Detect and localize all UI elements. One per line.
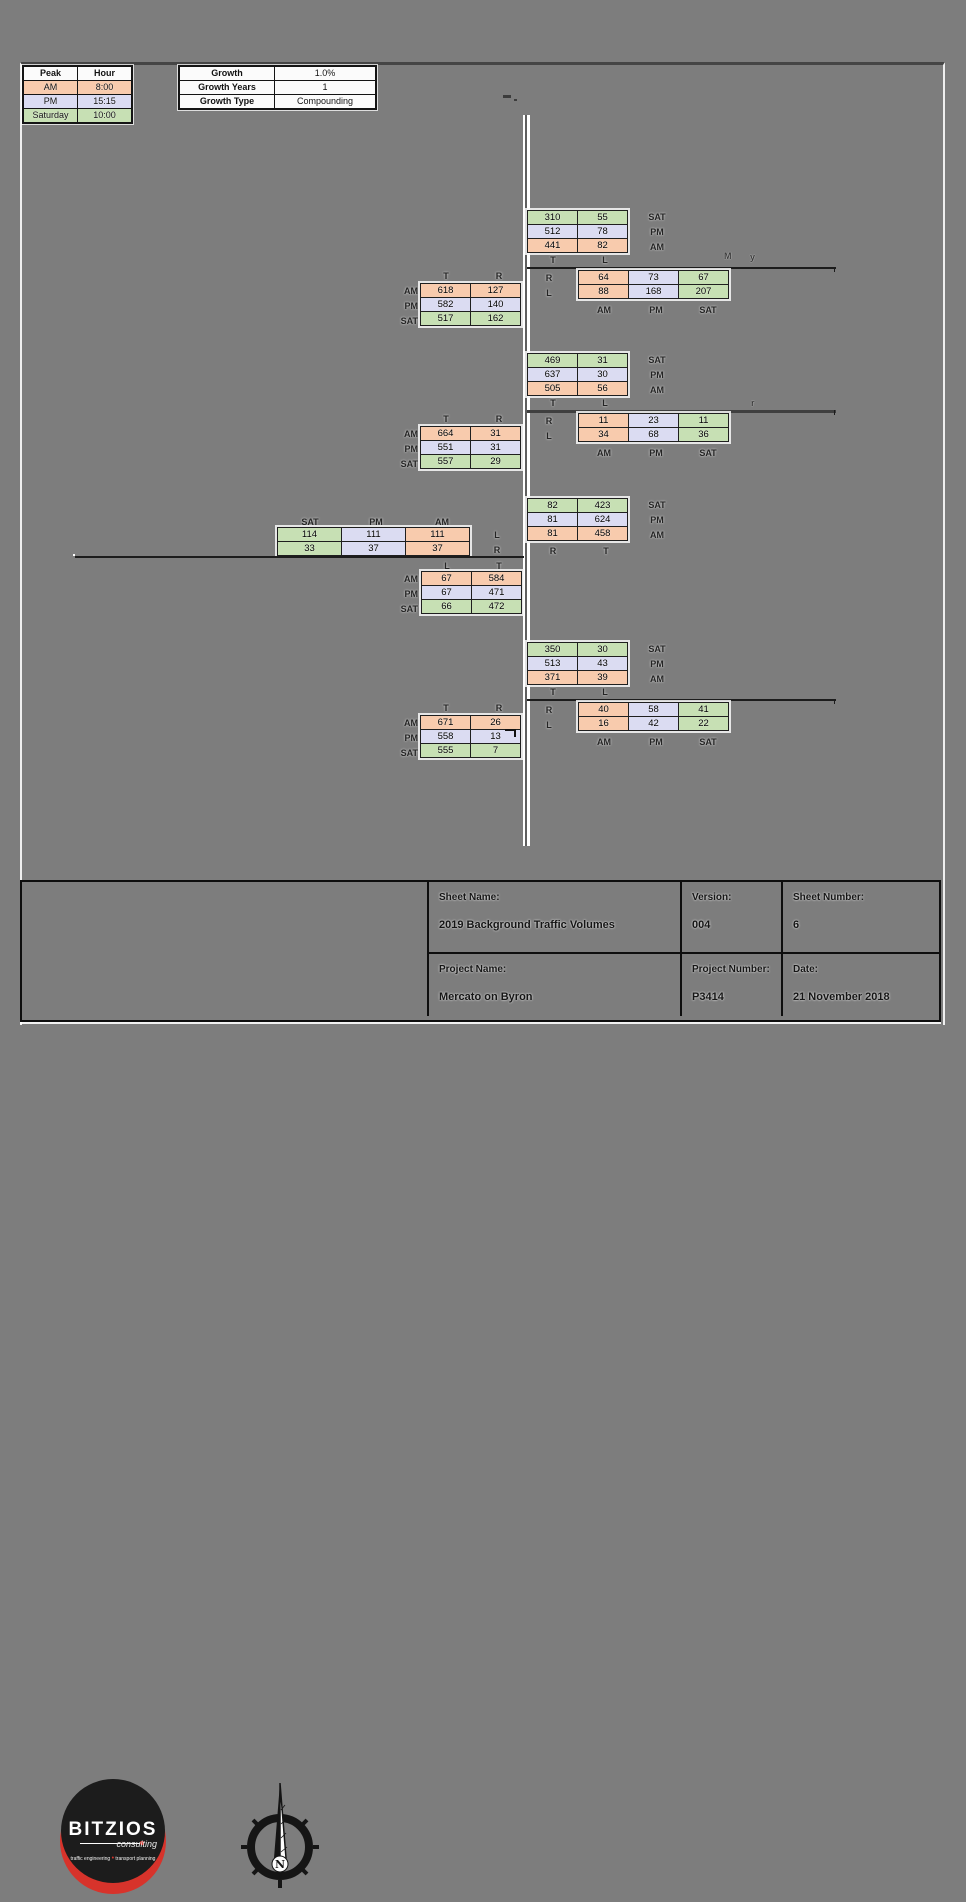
date-value: 21 November 2018 — [793, 991, 890, 1003]
period-label: SAT — [400, 748, 418, 758]
movement-label: R — [495, 703, 503, 713]
peak-sat-hour: 10:00 — [78, 109, 133, 124]
project-number-cell — [680, 952, 781, 1016]
period-label: SAT — [699, 448, 717, 458]
volume-cell: 67 — [422, 572, 472, 586]
period-label: PM — [649, 737, 663, 747]
sheet-number-value: 6 — [793, 919, 800, 931]
peak-am-hour: 8:00 — [78, 81, 133, 95]
peak-sat-label: Saturday — [23, 109, 78, 124]
volume-table — [527, 642, 628, 685]
volume-cell: 558 — [421, 730, 471, 744]
volume-cell: 350 — [528, 643, 578, 657]
volume-cell: 73 — [629, 271, 679, 285]
period-label: AM — [597, 448, 611, 458]
sheet-number-label: Sheet Number: — [793, 892, 865, 903]
growth-years-label: Growth Years — [179, 81, 275, 95]
volume-cell: 68 — [629, 428, 679, 442]
movement-label: T — [443, 703, 449, 713]
growth-value: 1.0% — [275, 66, 377, 81]
volume-cell: 512 — [528, 225, 578, 239]
volume-cell: 30 — [578, 368, 628, 382]
period-label: SAT — [648, 212, 666, 222]
volume-cell: 11 — [579, 414, 629, 428]
logo-tagline-1: traffic engineering — [70, 1856, 111, 1862]
volume-cell: 162 — [471, 312, 521, 326]
period-label: AM — [650, 242, 664, 252]
volume-table — [420, 426, 521, 469]
volume-cell: 81 — [528, 513, 578, 527]
volume-cell: 43 — [578, 657, 628, 671]
period-label: AM — [650, 530, 664, 540]
volume-table — [420, 283, 521, 326]
movement-label: R — [545, 273, 553, 283]
peak-header: Peak — [23, 66, 78, 81]
volume-cell: 637 — [528, 368, 578, 382]
period-label: PM — [650, 659, 664, 669]
movement-label: R — [495, 414, 503, 424]
volume-cell: 11 — [679, 414, 729, 428]
movement-label: T — [443, 271, 449, 281]
period-label: AM — [404, 286, 418, 296]
table-row — [23, 81, 132, 95]
volume-cell: 114 — [278, 528, 342, 542]
volume-table — [421, 571, 522, 614]
project-name-value: Mercato on Byron — [439, 991, 533, 1003]
movement-label: T — [550, 398, 556, 408]
period-label: AM — [435, 517, 449, 527]
volume-table — [578, 702, 729, 731]
period-label: SAT — [648, 500, 666, 510]
peak-am-label: AM — [23, 81, 78, 95]
hour-header: Hour — [78, 66, 133, 81]
volume-cell: 551 — [421, 441, 471, 455]
movement-label: L — [444, 561, 450, 571]
movement-label: L — [494, 530, 500, 540]
period-label: PM — [650, 515, 664, 525]
volume-cell: 34 — [579, 428, 629, 442]
volume-cell: 31 — [578, 354, 628, 368]
volume-cell: 33 — [278, 542, 342, 556]
volume-cell: 671 — [421, 716, 471, 730]
volume-cell: 472 — [472, 600, 522, 614]
version-value: 004 — [692, 919, 711, 931]
project-name-label: Project Name: — [439, 964, 507, 975]
movement-label: T — [443, 414, 449, 424]
project-name-cell — [427, 952, 680, 1016]
street-name-fragment: r — [751, 398, 755, 408]
volume-cell: 513 — [528, 657, 578, 671]
period-label: AM — [404, 574, 418, 584]
movement-label: T — [550, 687, 556, 697]
volume-cell: 140 — [471, 298, 521, 312]
cross-street-line — [75, 556, 524, 558]
volume-cell: 16 — [579, 717, 629, 731]
volume-cell: 423 — [578, 499, 628, 513]
cross-street-line — [527, 699, 836, 701]
volume-cell: 58 — [629, 703, 679, 717]
volume-cell: 557 — [421, 455, 471, 469]
period-label: SAT — [301, 517, 319, 527]
volume-cell: 555 — [421, 744, 471, 758]
volume-cell: 82 — [578, 239, 628, 253]
date-cell — [781, 952, 939, 1016]
volume-table — [578, 413, 729, 442]
volume-cell: 7 — [471, 744, 521, 758]
period-label: AM — [404, 429, 418, 439]
growth-type-label: Growth Type — [179, 95, 275, 110]
peak-hour-table — [22, 65, 133, 124]
volume-cell: 81 — [528, 527, 578, 541]
volume-cell: 23 — [629, 414, 679, 428]
period-label: SAT — [400, 316, 418, 326]
svg-text:N: N — [274, 1858, 286, 1871]
volume-cell: 36 — [679, 428, 729, 442]
growth-type-value: Compounding — [275, 95, 377, 110]
volume-table — [578, 270, 729, 299]
volume-cell: 582 — [421, 298, 471, 312]
project-number-value: P3414 — [692, 991, 724, 1003]
table-row — [179, 66, 376, 81]
volume-cell: 505 — [528, 382, 578, 396]
version-label: Version: — [692, 892, 732, 903]
period-label: SAT — [400, 459, 418, 469]
bitzios-logo — [57, 1779, 169, 1897]
volume-cell: 310 — [528, 211, 578, 225]
volume-table — [527, 210, 628, 253]
logo-wordmark: BITZIOS — [68, 1819, 158, 1840]
peak-pm-hour: 15:15 — [78, 95, 133, 109]
period-label: PM — [369, 517, 383, 527]
volume-table — [527, 353, 628, 396]
line-end-mark — [73, 554, 75, 556]
volume-cell: 127 — [471, 284, 521, 298]
movement-label: T — [496, 561, 502, 571]
movement-label: R — [545, 416, 553, 426]
table-row — [179, 81, 376, 95]
volume-cell: 55 — [578, 211, 628, 225]
volume-cell: 56 — [578, 382, 628, 396]
volume-cell: 67 — [422, 586, 472, 600]
volume-cell: 168 — [629, 285, 679, 299]
street-name-fragment: M — [724, 251, 732, 261]
growth-table — [178, 65, 377, 110]
sheet-number-cell — [781, 882, 939, 952]
logo-subtitle: consulting — [116, 1839, 157, 1849]
period-label: PM — [404, 444, 418, 454]
period-label: AM — [597, 737, 611, 747]
version-cell — [680, 882, 781, 952]
volume-cell: 67 — [679, 271, 729, 285]
volume-cell: 13 — [471, 730, 521, 744]
volume-cell: 39 — [578, 671, 628, 685]
movement-label: R — [545, 705, 553, 715]
period-label: PM — [650, 370, 664, 380]
table-row — [23, 109, 132, 124]
volume-cell: 471 — [472, 586, 522, 600]
cross-street-line — [834, 267, 835, 272]
volume-table — [277, 527, 470, 556]
movement-label: R — [495, 271, 503, 281]
volume-cell: 37 — [342, 542, 406, 556]
movement-label: T — [550, 255, 556, 265]
movement-label: L — [546, 288, 552, 298]
period-label: SAT — [699, 305, 717, 315]
movement-label: L — [546, 720, 552, 730]
volume-cell: 64 — [579, 271, 629, 285]
period-label: AM — [650, 674, 664, 684]
table-row — [179, 95, 376, 110]
cross-street-line — [834, 699, 835, 704]
volume-cell: 207 — [679, 285, 729, 299]
logo-tagline-2: transport planning — [115, 1856, 156, 1862]
period-label: PM — [649, 305, 663, 315]
volume-cell: 37 — [406, 542, 470, 556]
north-arrow-icon — [241, 1780, 319, 1892]
movement-label: T — [603, 546, 609, 556]
volume-cell: 41 — [679, 703, 729, 717]
volume-cell: 88 — [579, 285, 629, 299]
period-label: PM — [404, 589, 418, 599]
period-label: PM — [404, 733, 418, 743]
project-number-label: Project Number: — [692, 964, 770, 975]
volume-cell: 517 — [421, 312, 471, 326]
movement-label: L — [602, 687, 608, 697]
cross-street-line — [834, 410, 835, 415]
period-label: PM — [650, 227, 664, 237]
movement-label: R — [493, 545, 501, 555]
volume-cell: 66 — [422, 600, 472, 614]
volume-cell: 26 — [471, 716, 521, 730]
movement-label: L — [602, 255, 608, 265]
date-label: Date: — [793, 964, 819, 975]
movement-label: R — [549, 546, 557, 556]
growth-label: Growth — [179, 66, 275, 81]
volume-cell: 618 — [421, 284, 471, 298]
sheet-name-value: 2019 Background Traffic Volumes — [439, 919, 615, 931]
period-label: SAT — [400, 604, 418, 614]
period-label: AM — [404, 718, 418, 728]
volume-cell: 40 — [579, 703, 629, 717]
volume-cell: 29 — [471, 455, 521, 469]
volume-table — [527, 498, 628, 541]
volume-cell: 30 — [578, 643, 628, 657]
growth-years-value: 1 — [275, 81, 377, 95]
volume-cell: 624 — [578, 513, 628, 527]
period-label: AM — [597, 305, 611, 315]
period-label: SAT — [648, 644, 666, 654]
movement-label: L — [546, 431, 552, 441]
volume-cell: 78 — [578, 225, 628, 239]
illegible-label-artifact — [514, 99, 517, 101]
volume-cell: 469 — [528, 354, 578, 368]
volume-cell: 371 — [528, 671, 578, 685]
volume-cell: 111 — [342, 528, 406, 542]
street-name-fragment: y — [750, 252, 756, 262]
mouse-cursor — [505, 729, 516, 737]
period-label: PM — [649, 448, 663, 458]
period-label: AM — [650, 385, 664, 395]
tagline-separator-dot: • — [111, 1855, 115, 1862]
volume-cell: 441 — [528, 239, 578, 253]
volume-cell: 664 — [421, 427, 471, 441]
period-label: PM — [404, 301, 418, 311]
sheet-name-label: Sheet Name: — [439, 892, 500, 903]
peak-pm-label: PM — [23, 95, 78, 109]
movement-label: L — [602, 398, 608, 408]
logo-tagline — [57, 1855, 169, 1862]
volume-cell: 31 — [471, 441, 521, 455]
cross-street-line — [527, 267, 836, 269]
volume-cell: 22 — [679, 717, 729, 731]
volume-cell: 31 — [471, 427, 521, 441]
volume-cell: 82 — [528, 499, 578, 513]
volume-cell: 111 — [406, 528, 470, 542]
title-block — [20, 880, 941, 1871]
period-label: SAT — [699, 737, 717, 747]
volume-cell: 458 — [578, 527, 628, 541]
volume-cell: 42 — [629, 717, 679, 731]
volume-cell: 584 — [472, 572, 522, 586]
sheet-name-cell — [427, 882, 680, 952]
period-label: SAT — [648, 355, 666, 365]
illegible-label-artifact — [503, 95, 511, 98]
table-row — [23, 95, 132, 109]
